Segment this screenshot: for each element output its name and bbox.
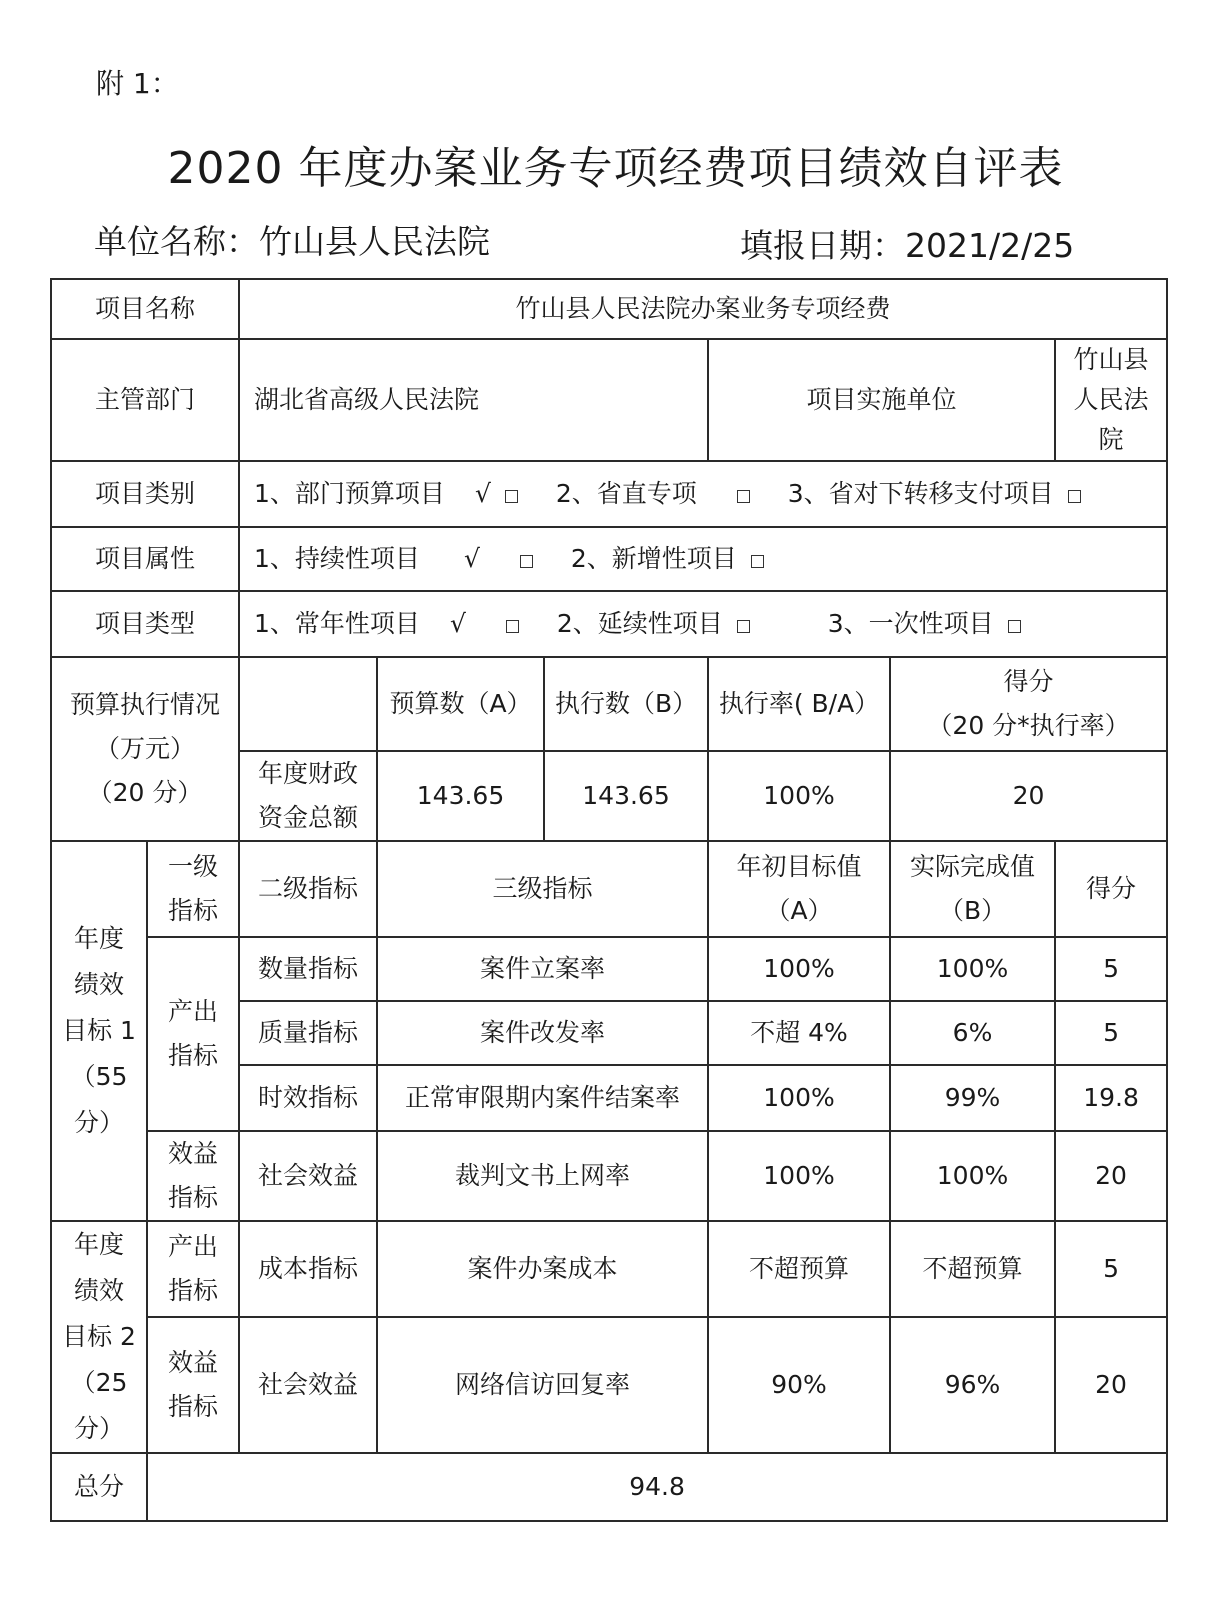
target-cell: 不超 4% bbox=[708, 1001, 890, 1065]
budget-score-header: 得分 （20 分*执行率） bbox=[890, 657, 1167, 751]
project-name-value: 竹山县人民法院办案业务专项经费 bbox=[239, 279, 1167, 339]
impl-unit-value: 竹山县人民法院 bbox=[1055, 339, 1167, 461]
score-cell: 19.8 bbox=[1055, 1065, 1167, 1131]
checkbox bbox=[751, 555, 764, 568]
type-option-2: 2、延续性项目 bbox=[557, 609, 820, 638]
level2-cell: 社会效益 bbox=[239, 1131, 377, 1221]
project-name-label: 项目名称 bbox=[51, 279, 239, 339]
type-options bbox=[239, 591, 1167, 657]
checkbox-checked bbox=[505, 490, 518, 503]
target-cell: 不超预算 bbox=[708, 1221, 890, 1317]
target-cell: 100% bbox=[708, 937, 890, 1001]
score-cell: 5 bbox=[1055, 1001, 1167, 1065]
score-cell: 20 bbox=[1055, 1317, 1167, 1453]
check-mark: √ bbox=[474, 479, 491, 508]
checkbox-checked bbox=[520, 555, 533, 568]
level2-cell: 质量指标 bbox=[239, 1001, 377, 1065]
exec-header: 执行数（B） bbox=[544, 657, 708, 751]
category-option-3: 3、省对下转移支付项目 bbox=[788, 479, 1081, 508]
checkbox-checked bbox=[506, 620, 519, 633]
level2-cell: 社会效益 bbox=[239, 1317, 377, 1453]
actual-header: 实际完成值 （B） bbox=[890, 841, 1055, 937]
table-row bbox=[51, 1131, 1167, 1221]
level3-cell: 正常审限期内案件结案率 bbox=[377, 1065, 708, 1131]
attribute-option-1: 1、持续性项目 √ bbox=[254, 544, 563, 573]
attribute-option-2: 2、新增性项目 bbox=[571, 544, 794, 573]
actual-cell: 100% bbox=[890, 1131, 1055, 1221]
score-header: 得分 bbox=[1055, 841, 1167, 937]
total-label: 总分 bbox=[51, 1453, 147, 1521]
category-options bbox=[239, 461, 1167, 527]
budget-value: 143.65 bbox=[377, 751, 544, 841]
level3-cell: 案件改发率 bbox=[377, 1001, 708, 1065]
actual-cell: 不超预算 bbox=[890, 1221, 1055, 1317]
level2-cell: 数量指标 bbox=[239, 937, 377, 1001]
fund-total-label: 年度财政 资金总额 bbox=[239, 751, 377, 841]
score-cell: 5 bbox=[1055, 1221, 1167, 1317]
budget-blank-cell bbox=[239, 657, 377, 751]
budget-score-value: 20 bbox=[890, 751, 1167, 841]
target-cell: 100% bbox=[708, 1065, 890, 1131]
target-cell: 90% bbox=[708, 1317, 890, 1453]
actual-cell: 99% bbox=[890, 1065, 1055, 1131]
dept-value: 湖北省高级人民法院 bbox=[239, 339, 708, 461]
table-row bbox=[51, 1317, 1167, 1453]
level3-cell: 网络信访回复率 bbox=[377, 1317, 708, 1453]
category-label: 项目类别 bbox=[51, 461, 239, 527]
budget-header: 预算数（A） bbox=[377, 657, 544, 751]
actual-cell: 6% bbox=[890, 1001, 1055, 1065]
type-option-1: 1、常年性项目 √ bbox=[254, 609, 549, 638]
attachment-label: 附 1： bbox=[96, 67, 179, 100]
level2-cell: 时效指标 bbox=[239, 1065, 377, 1131]
checkbox bbox=[1008, 620, 1021, 633]
level3-cell: 案件办案成本 bbox=[377, 1221, 708, 1317]
checkbox bbox=[737, 490, 750, 503]
score-cell: 20 bbox=[1055, 1131, 1167, 1221]
evaluation-table bbox=[50, 278, 1168, 1522]
type-label: 项目类型 bbox=[51, 591, 239, 657]
level1-header: 一级 指标 bbox=[147, 841, 239, 937]
level2-cell: 成本指标 bbox=[239, 1221, 377, 1317]
fill-date: 填报日期：2021/2/25 bbox=[740, 226, 1075, 265]
actual-cell: 96% bbox=[890, 1317, 1055, 1453]
page-title: 2020 年度办案业务专项经费项目绩效自评表 bbox=[167, 143, 1064, 194]
type-option-3: 3、一次性项目 bbox=[828, 609, 1021, 638]
attribute-label: 项目属性 bbox=[51, 527, 239, 591]
unit-name: 单位名称：竹山县人民法院 bbox=[94, 222, 490, 261]
goal1-output-label: 产出 指标 bbox=[147, 937, 239, 1131]
exec-value: 143.65 bbox=[544, 751, 708, 841]
check-mark: √ bbox=[449, 609, 466, 638]
target-header: 年初目标值 （A） bbox=[708, 841, 890, 937]
budget-label: 预算执行情况 （万元） （20 分） bbox=[51, 657, 239, 841]
level3-header: 三级指标 bbox=[377, 841, 708, 937]
checkbox bbox=[737, 620, 750, 633]
checkbox bbox=[1068, 490, 1081, 503]
rate-value: 100% bbox=[708, 751, 890, 841]
goal2-benefit-label: 效益 指标 bbox=[147, 1317, 239, 1453]
actual-cell: 100% bbox=[890, 937, 1055, 1001]
score-cell: 5 bbox=[1055, 937, 1167, 1001]
total-value: 94.8 bbox=[147, 1453, 1167, 1521]
goal2-output-label: 产出 指标 bbox=[147, 1221, 239, 1317]
table-row bbox=[51, 1221, 1167, 1317]
rate-header: 执行率( B/A） bbox=[708, 657, 890, 751]
dept-label: 主管部门 bbox=[51, 339, 239, 461]
attribute-options bbox=[239, 527, 1167, 591]
goal1-benefit-label: 效益 指标 bbox=[147, 1131, 239, 1221]
check-mark: √ bbox=[463, 544, 480, 573]
goal1-label: 年度 绩效 目标 1 （55 分） bbox=[51, 841, 147, 1221]
table-row bbox=[51, 937, 1167, 1001]
category-option-2: 2、省直专项 bbox=[556, 479, 780, 508]
category-option-1: 1、部门预算项目 √ bbox=[254, 479, 548, 508]
target-cell: 100% bbox=[708, 1131, 890, 1221]
impl-unit-label: 项目实施单位 bbox=[708, 339, 1055, 461]
level3-cell: 案件立案率 bbox=[377, 937, 708, 1001]
level3-cell: 裁判文书上网率 bbox=[377, 1131, 708, 1221]
level2-header: 二级指标 bbox=[239, 841, 377, 937]
goal2-label: 年度 绩效 目标 2 （25 分） bbox=[51, 1221, 147, 1453]
